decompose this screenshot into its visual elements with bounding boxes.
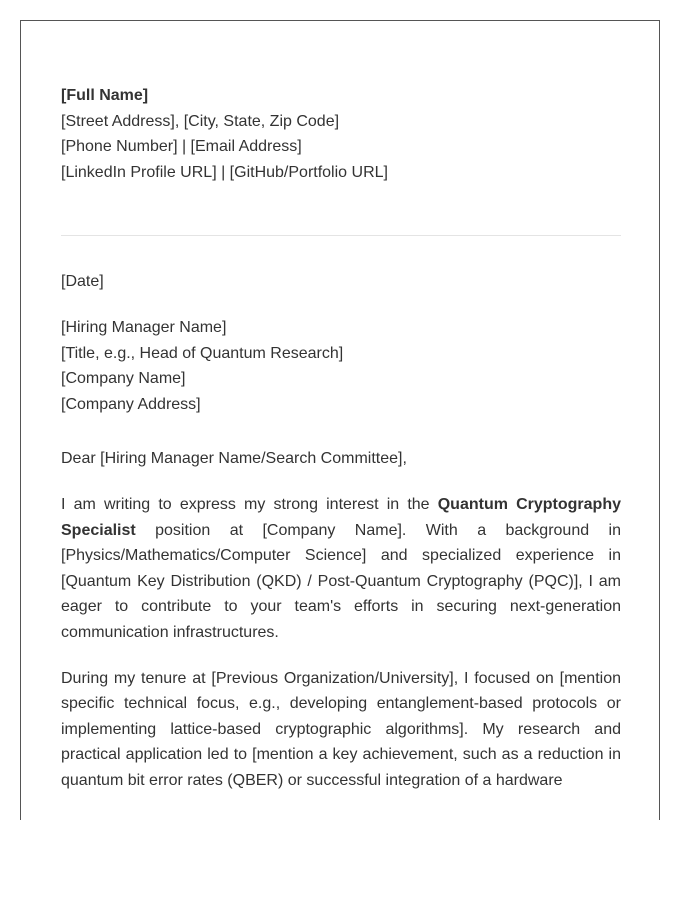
recipient-company: [Company Name] (61, 370, 186, 388)
header-divider (61, 235, 621, 236)
paragraph-1-intro: I am writing to express my strong interest in the (61, 495, 438, 513)
letter-page (20, 20, 660, 820)
paragraph-1-rest: position at [Company Name]. With a background in [Physics/Mathematics/Computer Science] and specialized experience in [Quantum Key Distribution (QKD) / Post-Quantum Cryptography (PQC)], I am eager to contribute to your team's efforts in securing next-generation communication infrastructures. (61, 521, 621, 641)
recipient-title: [Title, e.g., Head of Quantum Research] (61, 344, 344, 362)
sender-contact: [Phone Number] | [Email Address] (61, 138, 302, 156)
position-title: Quantum Cryptography Specialist (61, 495, 622, 539)
salutation: Dear [Hiring Manager Name/Search Committee], (61, 450, 407, 468)
sender-address: [Street Address], [City, State, Zip Code] (61, 112, 340, 130)
recipient-address: [Company Address] (61, 395, 201, 413)
letter-date: [Date] (61, 273, 104, 291)
letter-content (61, 83, 621, 793)
body-paragraph-2: During my tenure at [Previous Organization/University], I focused on [mention specific technical focus, e.g., developing entanglement-based protocols or implementing lattice-based cryptographic algorithms]. My research and practical application led to [mention a key achievement, such as a reduction in quantum bit error rates (QBER) or successful integration of a hardware (61, 669, 621, 789)
recipient-name: [Hiring Manager Name] (61, 318, 227, 336)
sender-block (61, 83, 621, 185)
sender-links: [LinkedIn Profile URL] | [GitHub/Portfolio URL] (61, 163, 388, 181)
body-paragraph-1 (61, 492, 621, 646)
recipient-block (61, 315, 621, 417)
sender-name: [Full Name] (61, 87, 149, 104)
